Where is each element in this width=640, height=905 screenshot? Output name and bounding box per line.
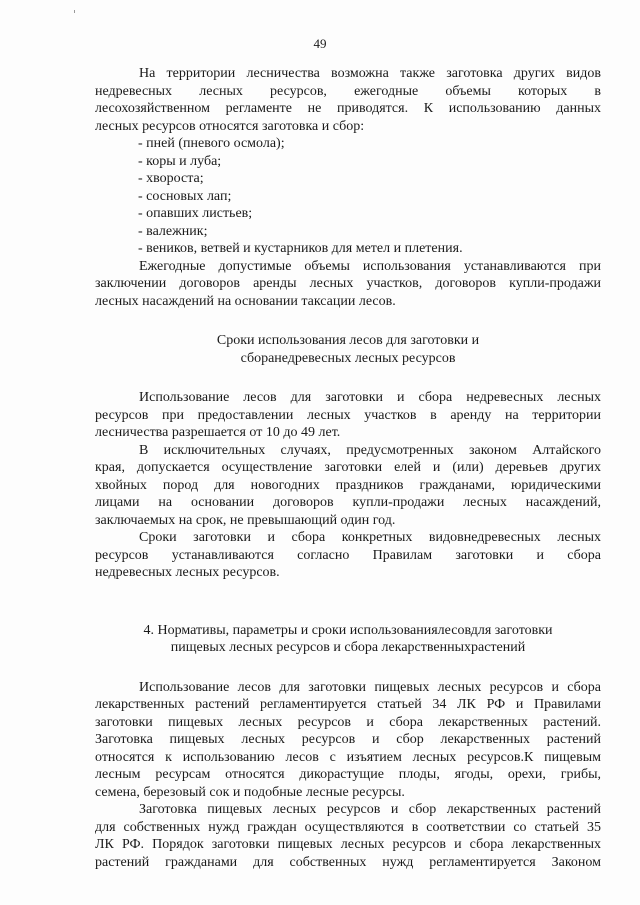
heading-line: сборанедревесных лесных ресурсов bbox=[240, 350, 456, 366]
scan-artifact bbox=[74, 10, 75, 13]
heading-line: 4. Нормативы, параметры и сроки использованиялесовдля заготовки bbox=[143, 622, 553, 638]
paragraph-line: Сроки заготовки и сбора конкретных видовнедревесных лесных bbox=[139, 530, 601, 545]
paragraph-line: лесным ресурсам относятся дикорастущие плоды, ягоды, орехи, грибы, bbox=[95, 767, 601, 782]
heading-line: Сроки использования лесов для заготовки и bbox=[216, 333, 480, 348]
resource-list bbox=[95, 135, 601, 258]
paragraph-line: лесных ресурсов относятся заготовка и сбор: bbox=[95, 118, 365, 134]
list-item: - веников, ветвей и кустарников для метел и плетения. bbox=[138, 241, 463, 256]
paragraph-line: края, допускается осуществление заготовки елей и (или) деревьев других bbox=[95, 460, 601, 475]
paragraph-line: На территории лесничества возможна также заготовка других видов bbox=[139, 66, 601, 81]
paragraph-line: лицами на основании договоров купли-продажи лесных насаждений, bbox=[95, 495, 601, 510]
paragraph-line: Использование лесов для заготовки и сбора недревесных лесных bbox=[139, 390, 601, 405]
paragraph-line: лесничества разрешается от 10 до 49 лет. bbox=[95, 425, 341, 440]
paragraph-line: Заготовка пищевых лесных ресурсов и сбор лекарственных растений bbox=[139, 802, 601, 817]
list-item: - пней (пневого осмола); bbox=[138, 136, 285, 151]
paragraph-line: для собственных нужд граждан осуществляются в соответствии со статьей 35 bbox=[95, 819, 601, 835]
list-item: - коры и луба; bbox=[138, 153, 222, 169]
paragraph-line: ресурсов при предоставлении лесных участков в аренду на территории bbox=[95, 407, 601, 423]
list-item: - опавших листьев; bbox=[138, 206, 253, 221]
paragraph-lease-terms bbox=[95, 389, 601, 442]
list-item: - валежник; bbox=[138, 223, 208, 239]
paragraph-harvest-rules bbox=[95, 529, 601, 582]
paragraph-annual-volumes bbox=[95, 258, 601, 311]
paragraph-line: Использование лесов для заготовки пищевых лесных ресурсов и сбора bbox=[139, 679, 601, 695]
document-body bbox=[95, 65, 601, 871]
section-heading-food-resources bbox=[95, 622, 601, 657]
paragraph-line: Ежегодные допустимые объемы использования устанавливаются при bbox=[139, 258, 601, 274]
paragraph-food-regulation bbox=[95, 679, 601, 802]
paragraph-line: растений гражданами для собственных нужд регламентируется Законом bbox=[95, 854, 601, 870]
paragraph-line: ЛК РФ. Порядок заготовки пищевых лесных ресурсов и сбора лекарственных bbox=[95, 837, 601, 852]
paragraph-line: семена, березовый сок и подобные лесные ресурсы. bbox=[95, 784, 405, 800]
paragraph-own-needs bbox=[95, 801, 601, 871]
paragraph-line: заготовки пищевых лесных ресурсов и сбора лекарственных растений. bbox=[95, 714, 601, 730]
paragraph-line: В исключительных случаях, предусмотренных законом Алтайского bbox=[139, 442, 601, 458]
paragraph-line: недревесных лесных ресурсов. bbox=[95, 565, 280, 580]
paragraph-line: заключении договоров аренды лесных участков, договоров купли-продажи bbox=[95, 276, 601, 291]
list-item: - сосновых лап; bbox=[138, 188, 232, 204]
section-heading-terms bbox=[95, 332, 601, 367]
heading-line: пищевых лесных ресурсов и сбора лекарственныхрастений bbox=[170, 640, 526, 655]
list-item: - хвороста; bbox=[138, 171, 204, 186]
paragraph-line: недревесных лесных ресурсов, ежегодные объемы которых в bbox=[95, 83, 601, 99]
paragraph-line: хвойных пород для новогодних праздников гражданами, юридическими bbox=[95, 477, 601, 493]
paragraph-line: Заготовка пищевых лесных ресурсов и сбор лекарственных растений bbox=[95, 732, 601, 747]
paragraph-intro bbox=[95, 65, 601, 135]
paragraph-line: относятся к использованию лесов с изъятием лесных ресурсов.К пищевым bbox=[95, 749, 601, 765]
paragraph-exceptions bbox=[95, 442, 601, 530]
paragraph-line: лесных насаждений на основании таксации лесов. bbox=[95, 293, 396, 309]
paragraph-line: ресурсов устанавливаются согласно Правилам заготовки и сбора bbox=[95, 547, 601, 563]
paragraph-line: лесохозяйственном регламенте не приводятся. К использованию данных bbox=[95, 101, 601, 116]
paragraph-line: заключаемых на срок, не превышающий один год. bbox=[95, 512, 396, 528]
paragraph-line: лекарственных растений регламентируется статьей 34 ЛК РФ и Правилами bbox=[95, 697, 601, 712]
page-number: 49 bbox=[313, 36, 327, 51]
